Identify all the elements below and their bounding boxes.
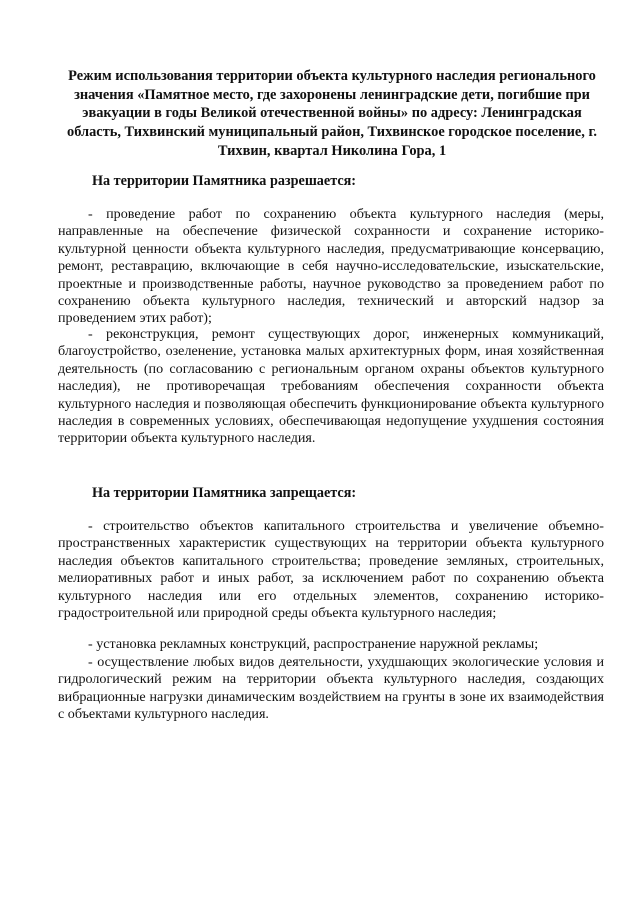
allowed-item: - реконструкция, ремонт существующих дорог, инженерных коммуникаций, благоустройство, озеленение, установка малых архитектурных форм, иная хозяйственная деятельность (по согласованию с региональным органом охраны объектов культурного наследия), не противоречащая требованиям обеспечения сохранности объекта культурного наследия и позволяющая обеспечить функционирование объекта культурного наследия в современных условиях, обеспечивающая недопущение ухудшения состояния территории объекта культурного наследия.: [58, 326, 604, 447]
allowed-item: - проведение работ по сохранению объекта культурного наследия (меры, направленные на обеспечение физической сохранности и сохранение историко-культурной ценности объекта культурного наследия, предусматривающие консервацию, ремонт, реставрацию, включающие в себя научно-исследовательские, изыскательские, проектные и производственные работы, научное руководство за проведением работ по сохранению объекта культурного наследия, технический и авторский надзор за проведением этих работ);: [58, 206, 604, 327]
document-title: Режим использования территории объекта культурного наследия регионального значения «Памятное место, где захоронены ленинградские дети, погибшие при эвакуации в годы Великой отечественной войны» по адресу: Ленинградская область, Тихвинский муниципальный район, Тихвинское городское поселение, г. Тихвин, квартал Николина Гора, 1: [67, 68, 597, 159]
allowed-heading: На территории Памятника разрешается:: [92, 173, 357, 189]
forbidden-item: - строительство объектов капитального строительства и увеличение объемно-пространственных характеристик существующих на территории объекта культурного наследия объектов капитального строительства; проведение земляных, строительных, мелиоративных работ и иных работ, за исключением работ по сохранению объекта культурного наследия или его отдельных элементов, сохранению историко-градостроительной или природной среды объекта культурного наследия;: [58, 518, 604, 622]
forbidden-item: - установка рекламных конструкций, распространение наружной рекламы;: [88, 636, 539, 652]
forbidden-item: - осуществление любых видов деятельности, ухудшающих экологические условия и гидрологический режим на территории объекта культурного наследия, создающих вибрационные нагрузки динамическим воздействием на грунты в зоне их взаимодействия с объектами культурного наследия.: [58, 654, 604, 723]
forbidden-heading: На территории Памятника запрещается:: [92, 485, 357, 501]
